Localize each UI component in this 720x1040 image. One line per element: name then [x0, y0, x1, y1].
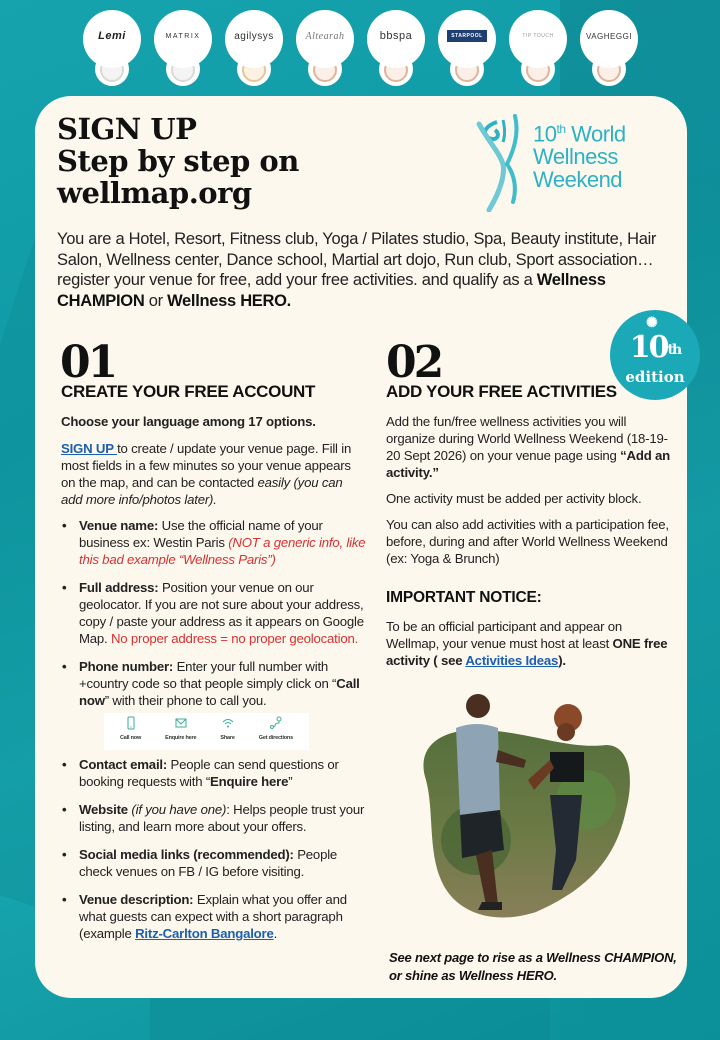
venue-action-bar: [104, 713, 309, 750]
share-icon: [221, 716, 235, 730]
action-share: Share: [220, 716, 234, 747]
step2-content: [386, 413, 671, 678]
step1-heading: CREATE YOUR FREE ACCOUNT: [61, 382, 316, 401]
next-page-note: See next page to rise as a Wellness CHAMPION, or shine as Wellness HERO.: [389, 950, 677, 983]
sponsor-logo-starpool: STARPOOL: [438, 10, 496, 88]
page-title: SIGN UP Step by step on wellmap.org: [57, 112, 299, 210]
list-item-full-address: • Full address: Position your venue on our geolocator. If you are not sure about your address, copy / paste your address as it appears on Google Map. No proper address = no proper geolocation.: [61, 579, 366, 647]
intro-paragraph: You are a Hotel, Resort, Fitness club, Yoga / Pilates studio, Spa, Beauty institute, Hair Salon, Wellness center, Dance school, Martial art dojo, Run club, Sport association… register your venue for free, add your free activities. and qualify as a Wellness CHAMPION or Wellness HERO.: [57, 230, 657, 310]
step-number-01: 01: [60, 337, 116, 388]
signup-paragraph: SIGN UP to create / update your venue page. Fill in most fields in a few minutes so your venue appears on the map, and can be contacted easily (you can add more info/photos later).: [61, 441, 352, 507]
sponsor-logos: [83, 10, 643, 90]
list-item-venue-description: • Venue description: Explain what you offer and what guests can expect with a short paragraph (example Ritz-Carlton Bangalore.: [61, 891, 366, 942]
important-notice-heading: IMPORTANT NOTICE:: [386, 589, 542, 606]
sponsor-logo-agilysys: agilysys: [225, 10, 283, 88]
list-item-venue-name: • Venue name: Use the official name of your business ex: Westin Paris (NOT a generic info, like this bad example “Wellness Paris”): [61, 517, 366, 568]
step1-content: [61, 413, 366, 953]
sponsor-logo-vagheggi: VAGHEGGI: [580, 10, 638, 88]
world-wellness-weekend-logo: [475, 112, 655, 217]
venue-fields-list: [61, 517, 366, 709]
activity-block-note: One activity must be added per activity block.: [386, 491, 642, 506]
add-activities-paragraph: Add the fun/free wellness activities you will organize during World Wellness Weekend (18-19-20 Sept 2026) on your venue page using “Add an activity.”: [386, 414, 671, 480]
10th-edition-badge: ✺ 10th edition: [610, 310, 700, 400]
sponsor-logo-tiptouch: TIP TOUCH: [509, 10, 567, 88]
action-get-directions: Get directions: [259, 716, 293, 747]
paid-activities-note: You can also add activities with a participation fee, before, during and after World Wellness Weekend (ex: Yoga & Brunch): [386, 517, 669, 566]
sponsor-logo-matrix: MATRIX: [154, 10, 212, 88]
step-number-02: 02: [386, 337, 442, 388]
phone-icon: [124, 716, 138, 730]
language-note: Choose your language among 17 options.: [61, 414, 316, 429]
activities-ideas-link[interactable]: Activities Ideas: [465, 653, 559, 668]
logo-text: 10th World Wellness Weekend: [533, 121, 626, 193]
sponsor-logo-altearah: Altearah: [296, 10, 354, 88]
important-notice-text: To be an official participant and appear on Wellmap, your venue must host at least ONE free activity ( see Activities Ideas).: [386, 619, 668, 668]
runners-photo: [416, 690, 632, 922]
action-enquire-here: Enquire here: [165, 716, 196, 747]
list-item-contact-email: • Contact email: People can send questions or booking requests with “Enquire here”: [61, 756, 366, 790]
ritz-carlton-link[interactable]: Ritz-Carlton Bangalore: [135, 926, 274, 941]
list-item-phone-number: • Phone number: Enter your full number with +country code so that people simply click on “Call now” with their phone to call you.: [61, 658, 366, 709]
list-item-website: • Website (if you have one): Helps people trust your listing, and learn more about your offers.: [61, 801, 366, 835]
sponsor-logo-bbspa: bbspa: [367, 10, 425, 88]
list-item-social-media: • Social media links (recommended): People check venues on FB / IG before visiting.: [61, 846, 366, 880]
action-call-now: Call now: [120, 716, 141, 747]
mail-icon: [174, 716, 188, 730]
sponsor-logo-lemi: Lemi: [83, 10, 141, 88]
step2-heading: ADD YOUR FREE ACTIVITIES: [386, 382, 617, 401]
signup-link[interactable]: SIGN UP: [61, 441, 118, 456]
firework-star-icon: ✺: [646, 315, 658, 331]
directions-icon: [269, 716, 283, 730]
